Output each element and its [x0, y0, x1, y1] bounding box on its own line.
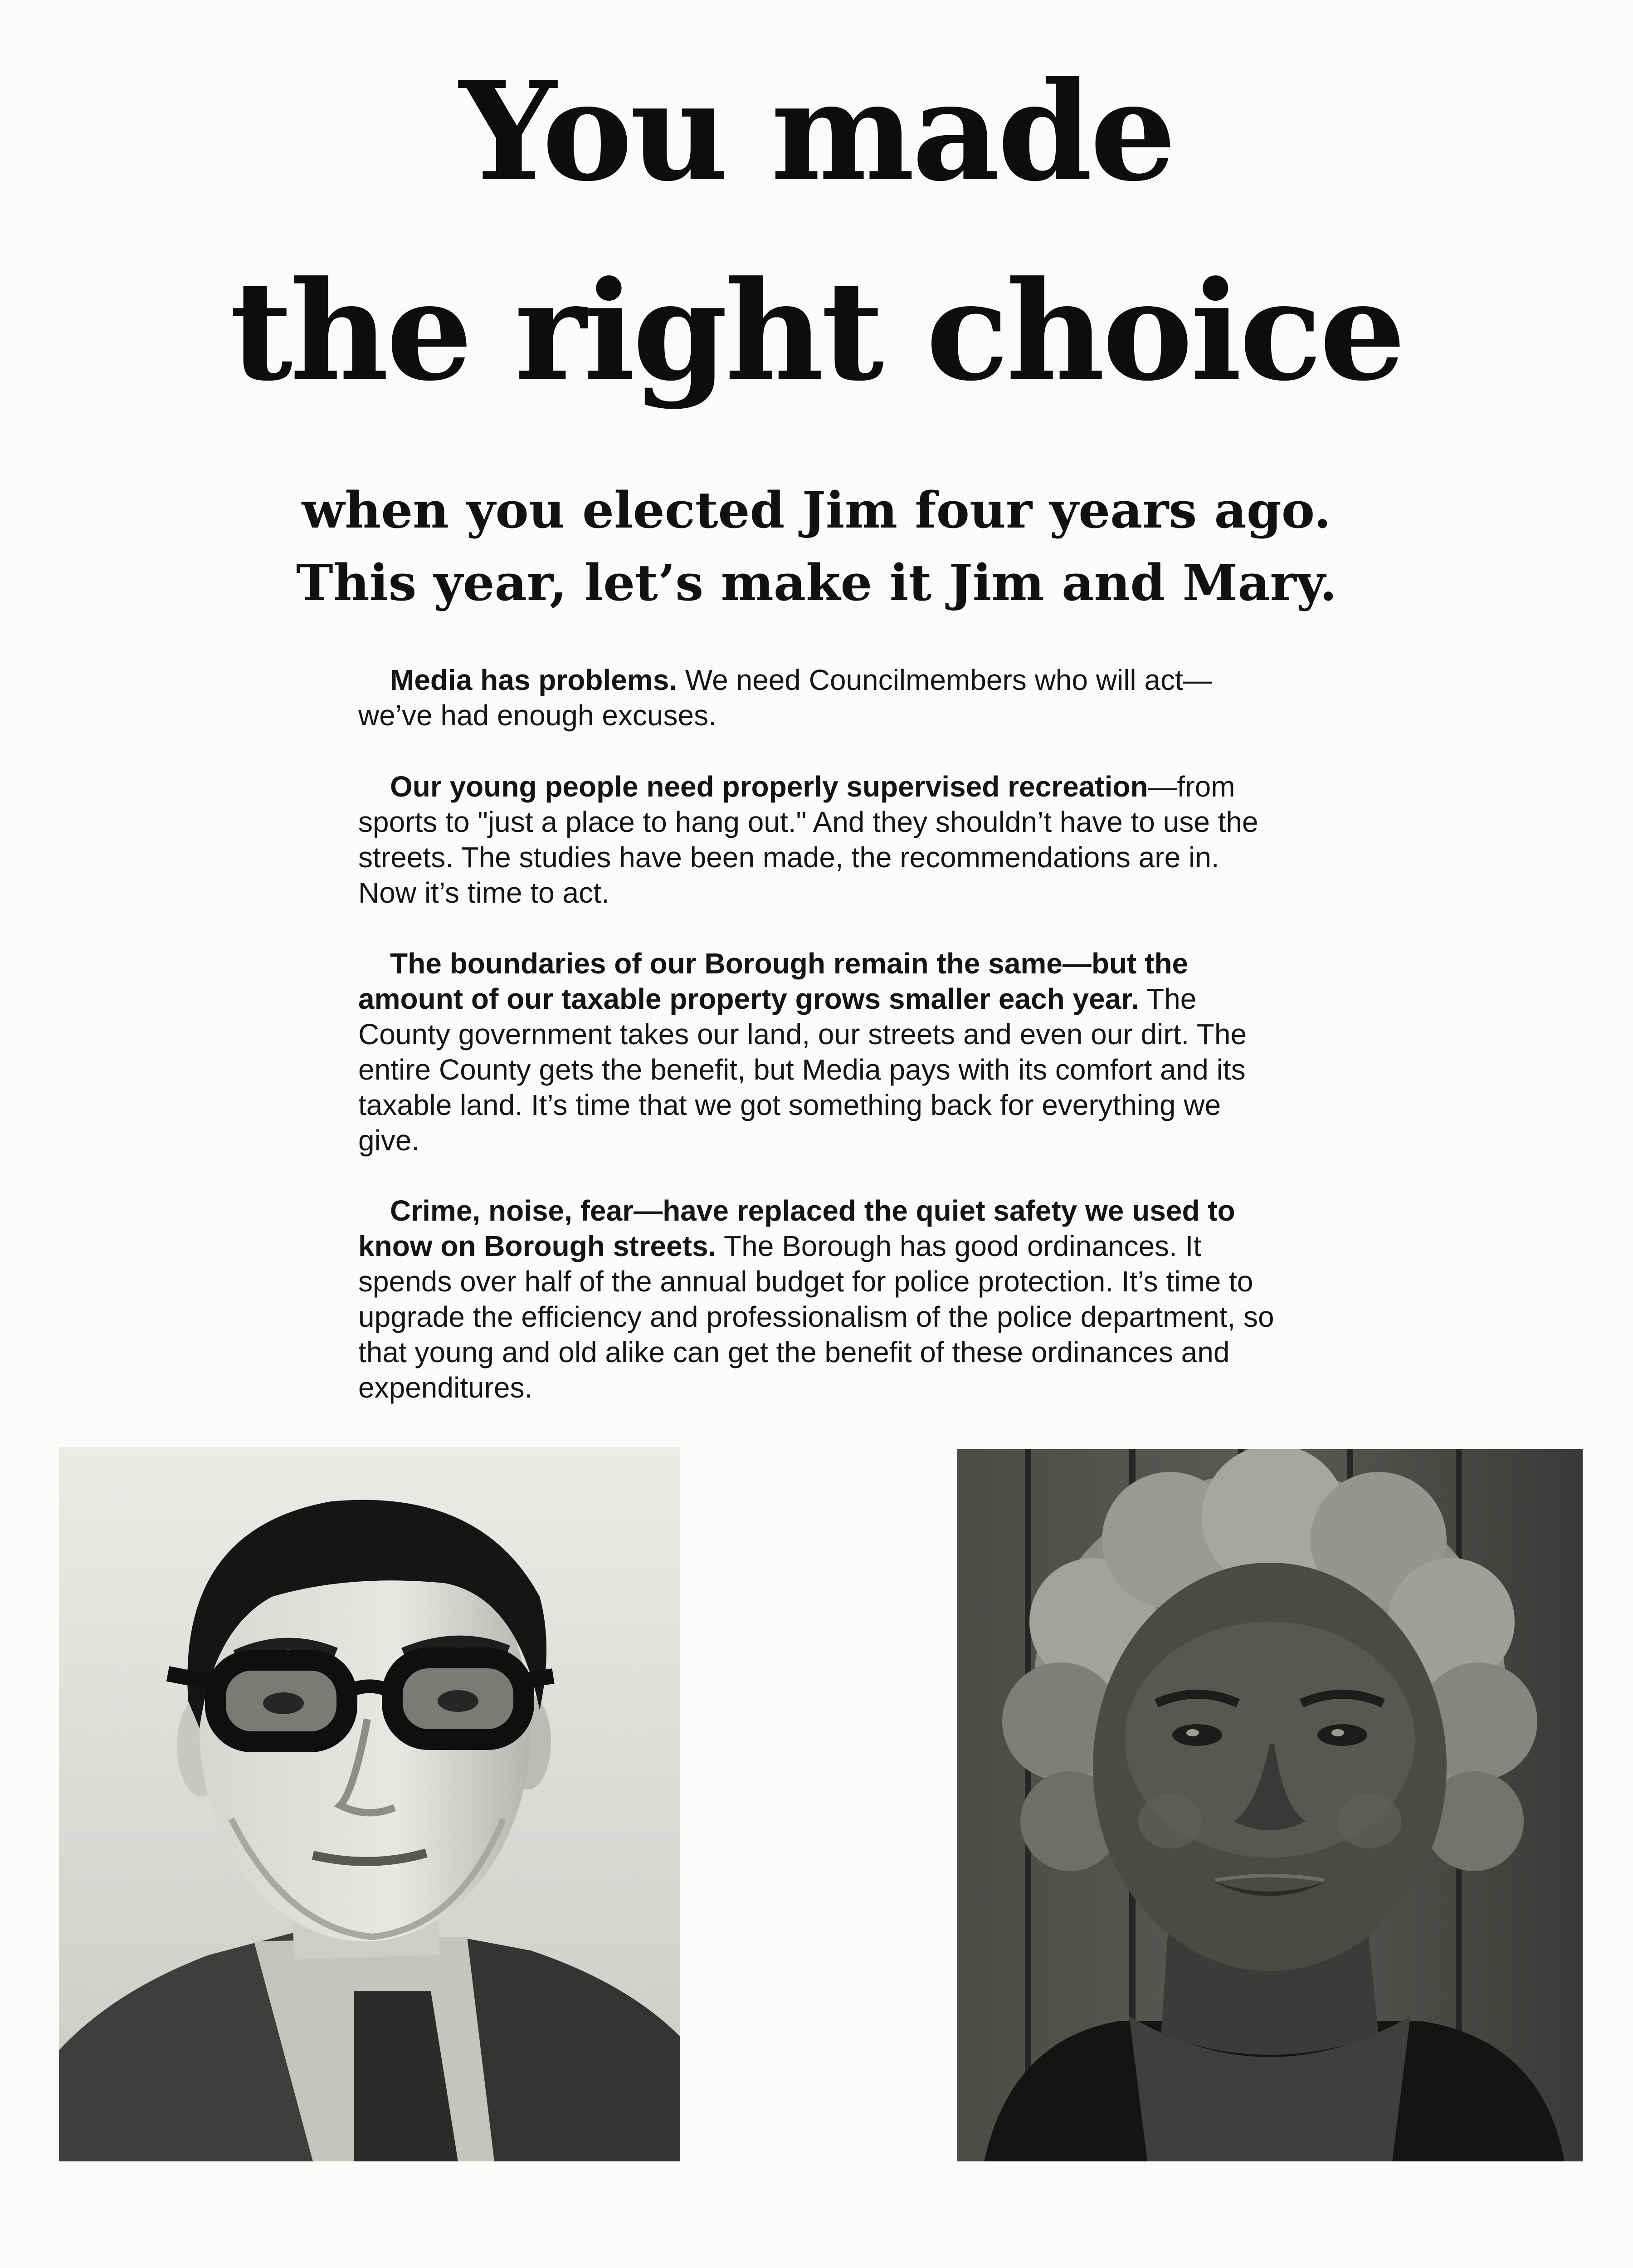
- paragraph-recreation: [358, 769, 1274, 910]
- paragraph-lead: Our young people need properly supervised recreation: [390, 770, 1148, 803]
- portrait-woman-illustration: [957, 1449, 1583, 2161]
- paragraph-lead: Media has problems.: [390, 664, 678, 696]
- headline-line-1: You made: [459, 51, 1174, 211]
- subheadline-line-1: when you elected Jim four years ago.: [302, 481, 1331, 539]
- paragraph-body: —from sports to "just a place to hang out." And they shouldn’t have to use the streets. The studies have been made, the recommendations are in. Now it’s time to act.: [358, 770, 1258, 909]
- paragraph-body: The Borough has good ordinances. It spends over half of the annual budget for police protection. It’s time to upgrade the efficiency and professionalism of the police department, so that young and old alike can get the benefit of these ordinances and expenditures.: [358, 1230, 1274, 1404]
- candidate-photo-jim: [59, 1447, 680, 2161]
- portrait-man-illustration: [59, 1447, 680, 2161]
- paragraph-body: We need Councilmembers who will act—we’ve had enough excuses.: [358, 664, 1212, 732]
- subheadline-line-2: This year, let’s make it Jim and Mary.: [296, 553, 1337, 612]
- headline-line-2: the right choice: [229, 251, 1404, 411]
- paragraph-taxable-property: [358, 946, 1274, 1158]
- paragraph-crime: [358, 1193, 1274, 1405]
- paragraph-body: The County government takes our land, our streets and even our dirt. The entire County gets the benefit, but Media pays with its comfort and its taxable land. It’s time that we got something back for everything we give.: [358, 982, 1247, 1157]
- candidate-photo-mary: [957, 1449, 1583, 2161]
- paragraph-lead: Crime, noise, fear—have replaced the quiet safety we used to know on Borough streets.: [358, 1194, 1235, 1262]
- paragraph-lead: The boundaries of our Borough remain the same—but the amount of our taxable property grows smaller each year.: [358, 947, 1189, 1015]
- paragraph-media-problems: [358, 662, 1274, 733]
